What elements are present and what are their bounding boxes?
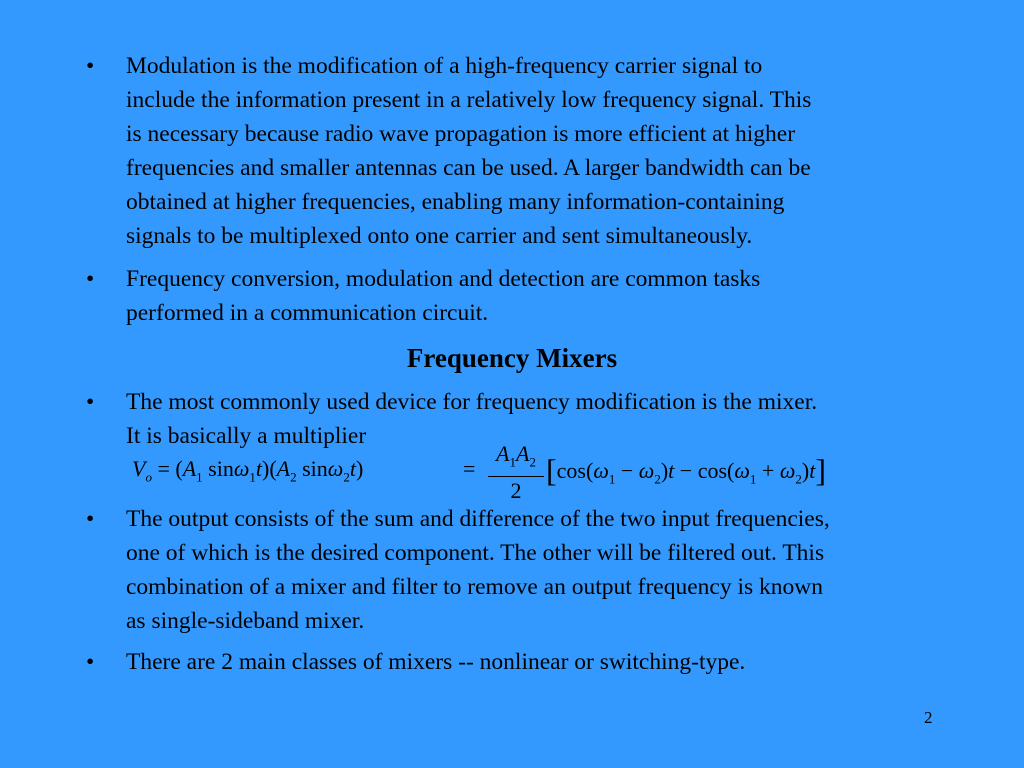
bullet-dot: • [86,389,95,415]
bullet-dot: • [86,649,95,675]
bullet-text: Frequency conversion, modulation and detection are common tasks performed in a communication circuit. [126,266,761,326]
section-heading: Frequency Mixers [406,343,618,373]
bullet-dot: • [86,506,95,532]
bullet-text: There are 2 main classes of mixers -- nonlinear or switching-type. [126,649,746,675]
bullet-item-mixer-classes [86,645,966,679]
bullet-text: Modulation is the modification of a high-frequency carrier signal to include the information present in a relatively low frequency signal. This is necessary because radio wave propagation is more efficient at higher frequencies and smaller antennas can be used. A larger bandwidth can be obtained at higher frequencies, enabling many information-containing signals to be multiplexed onto one carrier and sent simultaneously. [126,53,812,249]
formula-rhs: $[\cos(\omega_1 - \omega_2)t - \cos(\omega_1 + \omega_2)t]$ [546,452,826,488]
formula-numerator: $A_1A_2$ [488,440,544,477]
page-number: 2 [924,708,933,727]
mixer-formula [126,440,906,510]
formula-lhs: $V_o = (A_1$ $\sin\omega_1t)(A_2$ sinω$_2$t) [132,456,364,485]
bullet-text: The output consists of the sum and difference of the two input frequencies, one of which is the desired component. The other will be filtered out. This combination of a mixer and filter to remove an output frequency is known as single-sideband mixer. [126,506,830,634]
bullet-item-modulation [86,49,966,253]
bullet-dot: • [86,266,95,292]
bullet-text: The most commonly used device for frequency modification is the mixer. It is basically a multiplier [126,389,818,449]
bullet-item-output-sum-difference [86,502,966,638]
bullet-dot: • [86,53,95,79]
bullet-item-frequency-conversion [86,262,966,330]
formula-equals: = [463,456,476,481]
formula-denominator: 2 [510,478,522,504]
formula-fraction [488,440,544,505]
